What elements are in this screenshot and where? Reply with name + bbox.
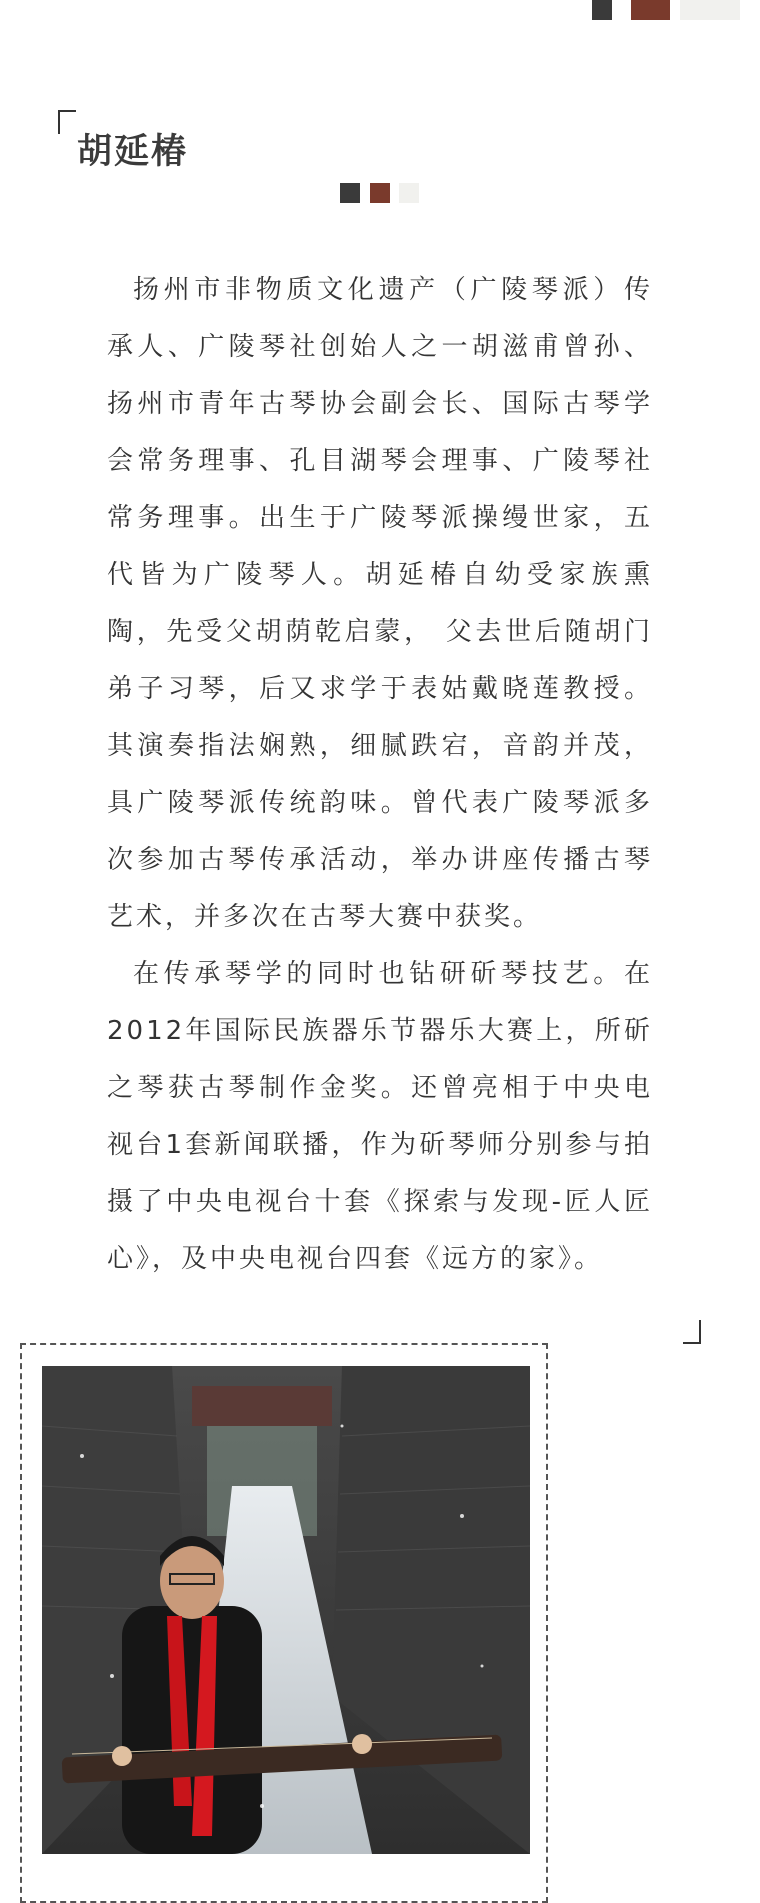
- paragraph-2: 在传承琴学的同时也钻研斫琴技艺。在2012年国际民族器乐节器乐大赛上，所斫之琴获古琴制作金奖。还曾亮相于中央电视台1套新闻联播，作为斫琴师分别参与拍摄了中央电视台十套《探索与发现-匠人匠心》，及中央电视台四套《远方的家》。: [107, 959, 653, 1274]
- divider-square-dark: [340, 183, 360, 203]
- biography-text: [107, 262, 653, 1288]
- musician-photo: [42, 1366, 530, 1854]
- decor-square-light: [680, 0, 740, 20]
- divider-square-light: [399, 183, 419, 203]
- corner-bracket-bottom-right: [683, 1320, 701, 1344]
- page-title: 胡延椿: [77, 132, 189, 172]
- divider-square-red: [370, 183, 390, 203]
- decor-square-red: [631, 0, 670, 20]
- paragraph-1: 扬州市非物质文化遗产（广陵琴派）传承人、广陵琴社创始人之一胡滋甫曾孙、扬州市青年古琴协会副会长、国际古琴学会常务理事、孔目湖琴会理事、广陵琴社常务理事。出生于广陵琴派操缦世家，五代皆为广陵琴人。胡延椿自幼受家族熏陶，先受父胡荫乾启蒙， 父去世后随胡门弟子习琴，后又求学于表姑戴晓莲教授。其演奏指法娴熟，细腻跌宕，音韵并茂，具广陵琴派传统韵味。曾代表广陵琴派多次参加古琴传承活动，举办讲座传播古琴艺术，并多次在古琴大赛中获奖。: [107, 275, 653, 932]
- decor-square-dark: [592, 0, 612, 20]
- corner-bracket-top-left: [58, 110, 76, 134]
